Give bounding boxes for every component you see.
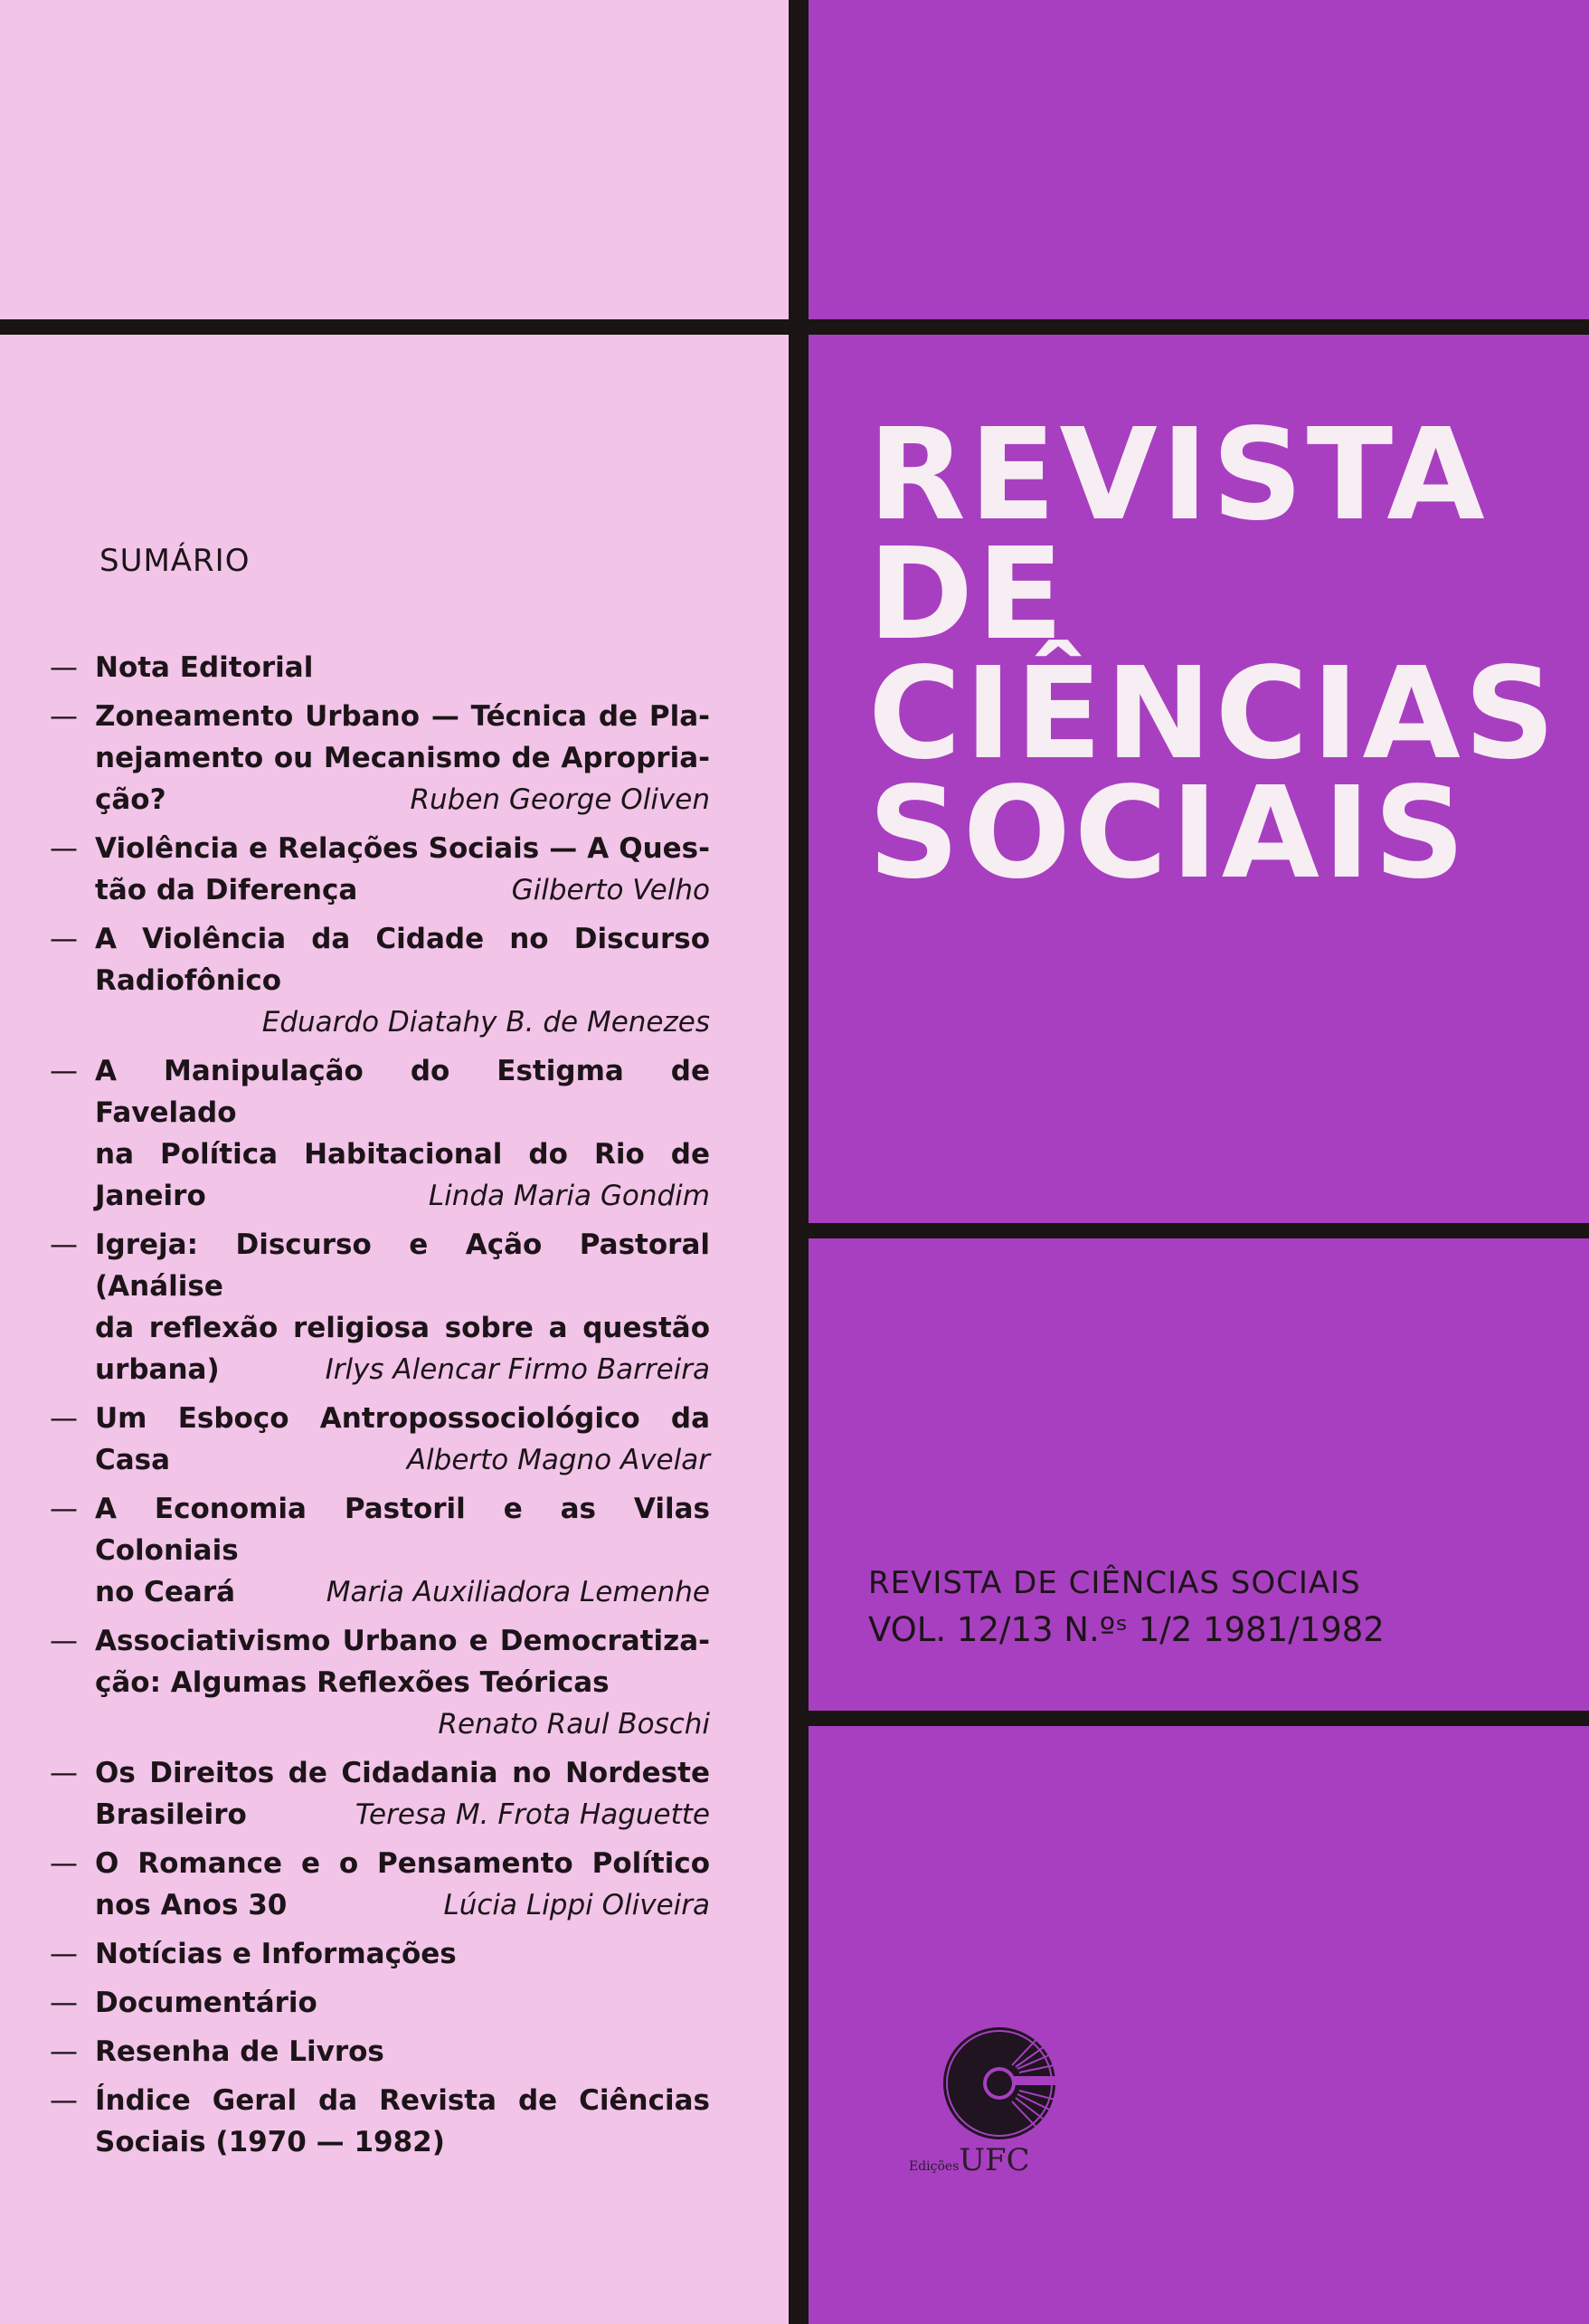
entry-dash: — [50,1938,78,1970]
entry-title: Documentário [95,1987,317,2019]
title-line-2: DE [868,521,1067,669]
contents-entry [50,696,710,821]
contents-entry [50,828,710,911]
entry-dash: — [50,1402,78,1435]
title-line-4: SOCIAIS [868,760,1469,907]
contents-entry [50,1933,710,1975]
entry-author: Eduardo Diatahy B. de Menezes [261,1006,710,1039]
entry-title-end: no Ceará [95,1576,236,1608]
entry-title-line: Um Esboço Antropossociológico da [95,1402,710,1435]
entry-dash: — [50,1493,78,1525]
entry-title-end: Brasileiro [95,1798,247,1831]
entry-last-line [95,1571,710,1613]
publisher-small: Edições [909,2159,960,2174]
entry-title-line: da reflexão religiosa sobre a questão [95,1312,710,1344]
contents-entry [50,1488,710,1613]
entry-last-line [95,1439,710,1481]
entry-dash: — [50,1228,78,1261]
entry-title-line: A Violência da Cidade no Discurso [95,923,710,955]
contents-entry [50,2031,710,2073]
entry-dash: — [50,1757,78,1789]
entry-author: Teresa M. Frota Haguette [355,1798,710,1831]
entry-dash: — [50,1625,78,1657]
contents-heading: SUMÁRIO [99,543,251,579]
entry-title-line: A Economia Pastoril e as Vilas Coloniais [95,1493,710,1567]
entry-title-end: nos Anos 30 [95,1889,288,1921]
entry-dash: — [50,923,78,955]
publisher-big: UFC [959,2142,1030,2178]
title-panel [796,0,1589,2324]
contents-entry [50,1398,710,1481]
table-of-contents [50,647,710,2170]
entry-dash: — [50,1847,78,1880]
middle-rule [796,1223,1589,1238]
entry-title: Notícias e Informações [95,1938,457,1970]
issue-volume: VOL. 12/13 N.ºˢ 1/2 1981/1982 [868,1610,1385,1649]
top-rule [0,319,1589,335]
contents-entry [50,1620,710,1745]
publisher-name [909,2142,1030,2178]
entry-dash: — [50,651,78,684]
entry-last-line [95,1884,710,1926]
contents-entry [50,1224,710,1390]
entry-title-end: ção? [95,783,166,816]
entry-title-line: Radiofônico [95,964,282,997]
lower-rule [796,1711,1589,1726]
entry-title-line: Os Direitos de Cidadania no Nordeste [95,1757,710,1789]
contents-entry [50,1050,710,1217]
entry-last-line [95,1175,710,1217]
entry-title-end: Casa [95,1444,171,1476]
entry-title-end: Janeiro [95,1180,206,1212]
entry-title-line: Zoneamento Urbano — Técnica de Pla- [95,700,710,733]
entry-title-line: O Romance e o Pensamento Político [95,1847,710,1880]
entry-author: Ruben George Oliven [410,783,710,816]
entry-title-line: na Política Habitacional do Rio de [95,1138,710,1171]
entry-title-end: tão da Diferença [95,874,358,906]
entry-author: Irlys Alencar Firmo Barreira [325,1353,710,1386]
title-line-1: REVISTA [868,402,1489,549]
entry-last-line [95,869,710,911]
entry-title-line: ção: Algumas Reflexões Teóricas [95,1666,610,1699]
contents-entry [50,647,710,688]
entry-dash: — [50,700,78,733]
contents-entry [50,2080,710,2163]
entry-title-line: Sociais (1970 — 1982) [95,2126,445,2158]
journal-title [868,402,1559,907]
entry-author: Linda Maria Gondim [428,1180,710,1212]
entry-author: Renato Raul Boschi [438,1708,710,1741]
contents-entry [50,1982,710,2024]
entry-author: Lúcia Lippi Oliveira [443,1889,710,1921]
entry-title-line: A Manipulação do Estigma de Favelado [95,1055,710,1129]
entry-dash: — [50,1987,78,2019]
entry-author: Gilberto Velho [511,874,710,906]
entry-title-end: urbana) [95,1353,220,1386]
entry-dash: — [50,832,78,865]
entry-title: Resenha de Livros [95,2035,384,2068]
ufc-logo-icon [909,2022,1090,2149]
entry-title: Nota Editorial [95,651,314,684]
entry-last-line [95,1794,710,1835]
entry-title-line: Associativismo Urbano e Democratiza- [95,1625,710,1657]
entry-title-line: Violência e Relações Sociais — A Ques- [95,832,710,865]
entry-author: Alberto Magno Avelar [406,1444,710,1476]
vertical-rule [789,0,809,2324]
contents-entry [50,918,710,1043]
entry-title-line: Igreja: Discurso e Ação Pastoral (Análise [95,1228,710,1303]
entry-dash: — [50,1055,78,1087]
issue-info [868,1565,1519,1649]
entry-author: Maria Auxiliadora Lemenhe [326,1576,710,1608]
entry-last-line [95,779,710,821]
issue-journal-name: REVISTA DE CIÊNCIAS SOCIAIS [868,1565,1361,1601]
entry-dash: — [50,2035,78,2068]
entry-last-line [95,1349,710,1390]
title-line-3: CIÊNCIAS [868,640,1559,788]
entry-title-line: Índice Geral da Revista de Ciências [95,2084,710,2117]
contents-entry [50,1843,710,1926]
entry-dash: — [50,2084,78,2117]
entry-title-line: nejamento ou Mecanismo de Apropria- [95,742,710,774]
contents-entry [50,1752,710,1835]
